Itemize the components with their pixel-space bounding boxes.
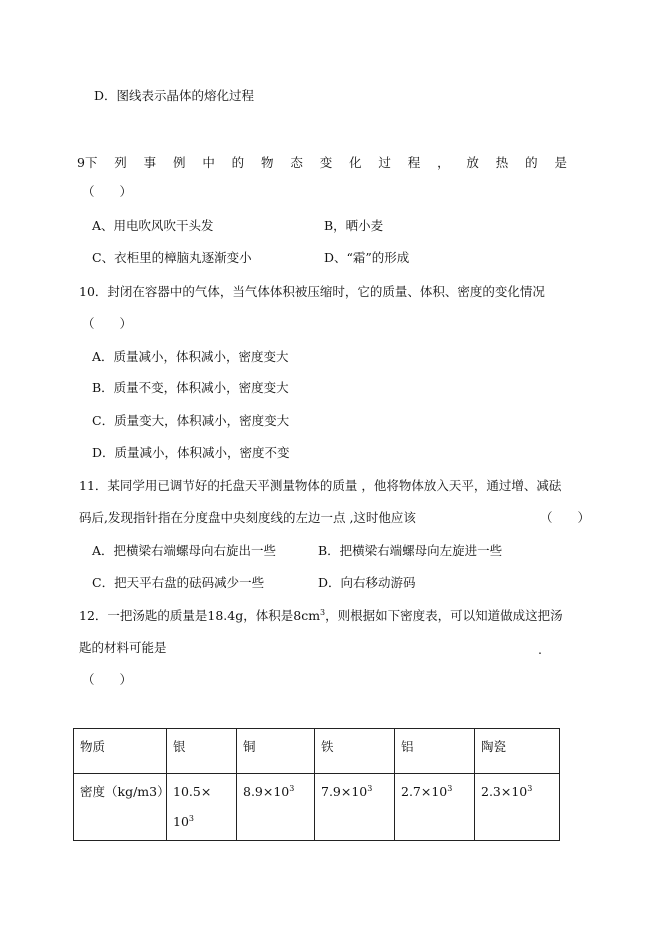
header-cell: 铝 [395,729,475,774]
q9-stem-char: 放 [466,155,479,170]
q9-stem-char: ， [437,155,450,170]
q9-stem [77,153,567,171]
q9-stem-char: 态 [290,155,303,170]
q11-option-a: A．把横梁右端螺母向右旋出一些 [92,543,277,558]
density-table [73,728,560,841]
q9-stem-char: 的 [525,155,538,170]
q11-option-d: D．向右移动游码 [318,575,416,590]
q12-blank: （ ） [82,672,133,687]
header-cell: 银 [167,729,237,774]
q10-option-a: A．质量减小，体积减小，密度变大 [92,349,289,364]
q11-stem-line1: 11．某同学用已调节好的托盘天平测量物体的质量 ，他将物体放入天平，通过增、减砝 [79,478,562,493]
row-label: 密度（kg/m3） [74,774,167,841]
q9-stem-char: 9下 [77,155,98,170]
q9-option-b: B，晒小麦 [324,218,384,233]
q9-stem-char: 例 [172,155,186,170]
q9-stem-char: 物 [261,155,274,170]
q9-option-d: D、“霜”的形成 [324,250,410,265]
q11-option-b: B．把横梁右端螺母向左旋进一些 [318,543,503,558]
q12-stem-line1: 12．一把汤匙的质量是18.4g，体积是$8cm^3$，则根据如下密度表，可以知道做成这把汤 [79,607,563,623]
q9-stem-char: 中 [202,155,215,170]
header-cell: 物质 [74,729,167,774]
q9-option-c: C、衣柜里的樟脑丸逐渐变小 [92,250,252,265]
q9-stem-char: 的 [231,155,245,170]
density-cell-iron: $7.9\times 10^3$ [315,774,395,841]
q9-stem-char: 热 [495,155,509,170]
header-cell: 铜 [237,729,315,774]
q12-stem-line2: 匙的材料可能是 [79,640,167,655]
q8-option-d: D．图线表示晶体的熔化过程 [94,88,255,103]
q11-option-c: C．把天平右盘的砝码减少一些 [92,575,265,590]
q9-blank: （ ） [82,184,133,199]
q9-stem-char: 事 [143,155,157,170]
q9-stem-char: 程 [407,155,421,170]
q11-stem-line2: 码后,发现指针指在分度盘中央刻度线的左边一点 ,这时他应该 [79,510,416,525]
q9-stem-char: 列 [114,155,127,170]
density-cell-silver: 10.5× $10^3$ [167,774,237,841]
q9-stem-char: 化 [349,155,362,170]
stray-dot: . [538,642,542,657]
q10-option-b: B．质量不变，体积减小，密度变大 [92,380,289,395]
header-cell: 陶瓷 [475,729,560,774]
q9-option-a: A、用电吹风吹干头发 [92,218,214,233]
q10-option-d: D．质量减小，体积减小，密度不变 [92,445,290,460]
density-cell-copper: $8.9\times 10^3$ [237,774,315,841]
q10-option-c: C．质量变大，体积减小，密度变大 [92,413,290,428]
q9-stem-char: 是 [554,155,567,170]
q10-stem: 10．封闭在容器中的气体，当气体体积被压缩时，它的质量、体积、密度的变化情况 [79,284,545,299]
q10-blank: （ ） [82,316,133,331]
density-cell-ceramic: $2.3\times 10^3$ [475,774,560,841]
density-table-row [74,774,560,841]
q11-blank: （ ） [540,510,591,525]
density-cell-aluminum: $2.7\times 10^3$ [395,774,475,841]
q9-stem-char: 变 [319,155,333,170]
density-table-header [74,729,560,774]
header-cell: 铁 [315,729,395,774]
q9-stem-char: 过 [378,155,391,170]
